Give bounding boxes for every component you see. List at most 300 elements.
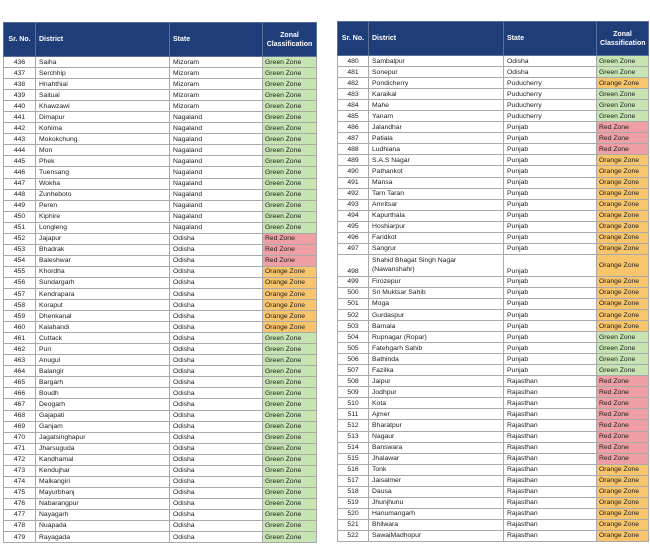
cell-zonal-classification: Green Zone (263, 532, 317, 543)
cell-sr-no: 486 (338, 122, 369, 133)
table-row (4, 266, 317, 277)
cell-state: Odisha (170, 311, 263, 322)
cell-district: Tuensang (36, 167, 170, 178)
table-row (338, 409, 649, 420)
table-row (338, 365, 649, 376)
cell-sr-no: 444 (4, 145, 36, 156)
header-zonal-classification: Zonal Classification (263, 23, 317, 57)
table-row (4, 355, 317, 366)
cell-sr-no: 522 (338, 530, 369, 541)
table-row (338, 420, 649, 431)
cell-zonal-classification: Green Zone (263, 68, 317, 79)
cell-zonal-classification: Green Zone (263, 454, 317, 465)
table-row (4, 288, 317, 299)
table-row (4, 101, 317, 112)
cell-zonal-classification: Green Zone (263, 222, 317, 233)
cell-sr-no: 491 (338, 177, 369, 188)
table-body-right (338, 56, 649, 542)
header-sr-no: Sr. No. (338, 22, 369, 56)
cell-sr-no: 467 (4, 399, 36, 410)
cell-zonal-classification: Green Zone (263, 399, 317, 410)
cell-state: Punjab (504, 354, 597, 365)
cell-state: Punjab (504, 166, 597, 177)
cell-state: Punjab (504, 188, 597, 199)
cell-zonal-classification: Green Zone (263, 189, 317, 200)
cell-zonal-classification: Green Zone (597, 56, 649, 67)
cell-zonal-classification: Orange Zone (597, 188, 649, 199)
cell-district: Kendrapara (36, 288, 170, 299)
table-row (4, 277, 317, 288)
cell-state: Nagaland (170, 222, 263, 233)
cell-zonal-classification: Orange Zone (597, 177, 649, 188)
table-row (338, 321, 649, 332)
table-row (4, 388, 317, 399)
table-row (4, 465, 317, 476)
cell-zonal-classification: Red Zone (597, 144, 649, 155)
table-row (4, 322, 317, 333)
table-row (4, 509, 317, 520)
cell-zonal-classification: Green Zone (263, 200, 317, 211)
cell-district: Nuapada (36, 520, 170, 531)
cell-sr-no: 517 (338, 475, 369, 486)
cell-district: Khawzawl (36, 101, 170, 112)
cell-zonal-classification: Orange Zone (597, 508, 649, 519)
cell-district: Banswara (369, 442, 504, 453)
header-state: State (504, 22, 597, 56)
cell-sr-no: 448 (4, 189, 36, 200)
cell-zonal-classification: Orange Zone (597, 78, 649, 89)
cell-district: Jaipur (369, 376, 504, 387)
cell-state: Odisha (504, 67, 597, 78)
cell-state: Nagaland (170, 167, 263, 178)
cell-sr-no: 458 (4, 300, 36, 311)
cell-zonal-classification: Orange Zone (597, 497, 649, 508)
table-row (338, 243, 649, 254)
cell-state: Rajasthan (504, 442, 597, 453)
table-body-left (4, 57, 317, 543)
table-row (4, 520, 317, 531)
cell-sr-no: 520 (338, 508, 369, 519)
table-row (4, 112, 317, 123)
table-row (4, 421, 317, 432)
cell-district: Mansa (369, 177, 504, 188)
cell-zonal-classification: Orange Zone (263, 300, 317, 311)
cell-zonal-classification: Green Zone (263, 167, 317, 178)
cell-district: Peren (36, 200, 170, 211)
cell-state: Mizoram (170, 68, 263, 79)
table-row (4, 255, 317, 266)
cell-sr-no: 446 (4, 167, 36, 178)
table-row (338, 508, 649, 519)
table-row (4, 244, 317, 255)
cell-sr-no: 510 (338, 398, 369, 409)
cell-state: Odisha (170, 509, 263, 520)
cell-state: Punjab (504, 309, 597, 320)
cell-zonal-classification: Green Zone (263, 178, 317, 189)
cell-zonal-classification: Orange Zone (597, 232, 649, 243)
cell-state: Odisha (504, 56, 597, 67)
cell-district: Phek (36, 156, 170, 167)
cell-sr-no: 519 (338, 497, 369, 508)
cell-district: Boudh (36, 388, 170, 399)
cell-district: Tarn Taran (369, 188, 504, 199)
table-row (338, 232, 649, 243)
cell-state: Rajasthan (504, 475, 597, 486)
cell-district: Koraput (36, 300, 170, 311)
cell-zonal-classification: Green Zone (263, 410, 317, 421)
cell-zonal-classification: Green Zone (263, 476, 317, 487)
table-row (338, 309, 649, 320)
cell-state: Punjab (504, 332, 597, 343)
cell-district: Shahid Bhagat Singh Nagar (Nawanshahr) (369, 254, 504, 276)
cell-district: Jhunjhunu (369, 497, 504, 508)
cell-district: Bharatpur (369, 420, 504, 431)
cell-district: Hnahthial (36, 79, 170, 90)
cell-district: Deogarh (36, 399, 170, 410)
table-row (338, 530, 649, 541)
cell-district: Sundargarh (36, 277, 170, 288)
cell-sr-no: 505 (338, 343, 369, 354)
cell-district: Kiphire (36, 211, 170, 222)
cell-state: Odisha (170, 421, 263, 432)
table-row (338, 56, 649, 67)
cell-state: Puducherry (504, 100, 597, 111)
table-row (4, 79, 317, 90)
cell-sr-no: 436 (4, 57, 36, 68)
table-row (338, 442, 649, 453)
cell-state: Odisha (170, 443, 263, 454)
cell-sr-no: 516 (338, 464, 369, 475)
table-row (338, 111, 649, 122)
cell-state: Punjab (504, 177, 597, 188)
cell-zonal-classification: Green Zone (263, 156, 317, 167)
cell-zonal-classification: Green Zone (263, 90, 317, 101)
cell-zonal-classification: Red Zone (597, 122, 649, 133)
cell-zonal-classification: Green Zone (263, 101, 317, 112)
table-row (338, 78, 649, 89)
cell-zonal-classification: Red Zone (597, 387, 649, 398)
cell-sr-no: 443 (4, 134, 36, 145)
cell-zonal-classification: Red Zone (597, 398, 649, 409)
cell-sr-no: 439 (4, 90, 36, 101)
cell-zonal-classification: Green Zone (263, 377, 317, 388)
cell-state: Odisha (170, 333, 263, 344)
cell-state: Nagaland (170, 211, 263, 222)
cell-sr-no: 512 (338, 420, 369, 431)
cell-state: Odisha (170, 344, 263, 355)
cell-district: Dausa (369, 486, 504, 497)
cell-state: Rajasthan (504, 420, 597, 431)
cell-sr-no: 453 (4, 244, 36, 255)
cell-state: Punjab (504, 321, 597, 332)
cell-state: Punjab (504, 254, 597, 276)
cell-district: Fazilka (369, 365, 504, 376)
cell-sr-no: 462 (4, 344, 36, 355)
cell-state: Odisha (170, 244, 263, 255)
cell-sr-no: 466 (4, 388, 36, 399)
cell-state: Odisha (170, 366, 263, 377)
table-row (338, 67, 649, 78)
cell-district: Tonk (369, 464, 504, 475)
cell-district: Yanam (369, 111, 504, 122)
table-row (338, 519, 649, 530)
cell-zonal-classification: Orange Zone (597, 243, 649, 254)
cell-zonal-classification: Red Zone (263, 244, 317, 255)
table-row (338, 122, 649, 133)
cell-district: Anugul (36, 355, 170, 366)
table-row (338, 354, 649, 365)
header-district: District (369, 22, 504, 56)
cell-sr-no: 497 (338, 243, 369, 254)
cell-sr-no: 473 (4, 465, 36, 476)
cell-zonal-classification: Green Zone (263, 123, 317, 134)
table-row (338, 188, 649, 199)
cell-sr-no: 451 (4, 222, 36, 233)
district-zone-table-left (3, 22, 317, 543)
cell-sr-no: 470 (4, 432, 36, 443)
cell-district: Pathankot (369, 166, 504, 177)
cell-district: Saiha (36, 57, 170, 68)
table-row (338, 287, 649, 298)
cell-state: Puducherry (504, 78, 597, 89)
table-row (4, 90, 317, 101)
cell-district: Zunheboto (36, 189, 170, 200)
cell-sr-no: 445 (4, 156, 36, 167)
cell-district: Mayurbhanj (36, 487, 170, 498)
cell-zonal-classification: Green Zone (263, 487, 317, 498)
cell-zonal-classification: Green Zone (263, 498, 317, 509)
cell-district: Kendujhar (36, 465, 170, 476)
cell-zonal-classification: Green Zone (263, 388, 317, 399)
cell-zonal-classification: Green Zone (263, 333, 317, 344)
table-row (4, 68, 317, 79)
cell-district: Karaikal (369, 89, 504, 100)
cell-state: Nagaland (170, 189, 263, 200)
table-row (338, 431, 649, 442)
table-row (338, 221, 649, 232)
table-row (4, 123, 317, 134)
cell-district: Firozepur (369, 276, 504, 287)
cell-zonal-classification: Green Zone (263, 509, 317, 520)
cell-state: Nagaland (170, 145, 263, 156)
cell-zonal-classification: Green Zone (597, 67, 649, 78)
cell-state: Odisha (170, 476, 263, 487)
cell-sr-no: 461 (4, 333, 36, 344)
cell-sr-no: 457 (4, 288, 36, 299)
cell-state: Mizoram (170, 79, 263, 90)
cell-district: Malkangiri (36, 476, 170, 487)
table-row (338, 387, 649, 398)
cell-sr-no: 478 (4, 520, 36, 531)
cell-zonal-classification: Orange Zone (597, 530, 649, 541)
cell-district: Barnala (369, 321, 504, 332)
cell-state: Punjab (504, 133, 597, 144)
cell-district: Jodhpur (369, 387, 504, 398)
cell-state: Odisha (170, 399, 263, 410)
table-header-row (4, 23, 317, 57)
cell-zonal-classification: Orange Zone (263, 266, 317, 277)
cell-sr-no: 485 (338, 111, 369, 122)
cell-sr-no: 492 (338, 188, 369, 199)
cell-zonal-classification: Green Zone (597, 343, 649, 354)
cell-sr-no: 503 (338, 321, 369, 332)
table-row (4, 476, 317, 487)
table-row (4, 311, 317, 322)
cell-sr-no: 479 (4, 532, 36, 543)
cell-sr-no: 514 (338, 442, 369, 453)
cell-sr-no: 493 (338, 199, 369, 210)
cell-state: Rajasthan (504, 376, 597, 387)
cell-district: Hoshiarpur (369, 221, 504, 232)
cell-district: Jhalawar (369, 453, 504, 464)
cell-zonal-classification: Orange Zone (597, 519, 649, 530)
cell-sr-no: 484 (338, 100, 369, 111)
cell-state: Puducherry (504, 89, 597, 100)
cell-district: Baleshwar (36, 255, 170, 266)
cell-sr-no: 471 (4, 443, 36, 454)
cell-sr-no: 475 (4, 487, 36, 498)
cell-sr-no: 456 (4, 277, 36, 288)
cell-zonal-classification: Orange Zone (263, 277, 317, 288)
table-row (338, 486, 649, 497)
cell-state: Odisha (170, 288, 263, 299)
table-header-row (338, 22, 649, 56)
cell-zonal-classification: Orange Zone (597, 464, 649, 475)
cell-district: Jharsuguda (36, 443, 170, 454)
table-row (338, 133, 649, 144)
cell-district: Bhilwara (369, 519, 504, 530)
header-district: District (36, 23, 170, 57)
cell-sr-no: 476 (4, 498, 36, 509)
cell-state: Odisha (170, 233, 263, 244)
cell-district: Patiala (369, 133, 504, 144)
cell-sr-no: 437 (4, 68, 36, 79)
cell-zonal-classification: Red Zone (597, 442, 649, 453)
cell-state: Nagaland (170, 112, 263, 123)
table-row (4, 399, 317, 410)
cell-district: Jagatsinghapur (36, 432, 170, 443)
cell-sr-no: 495 (338, 221, 369, 232)
cell-sr-no: 501 (338, 298, 369, 309)
cell-sr-no: 464 (4, 366, 36, 377)
cell-state: Rajasthan (504, 486, 597, 497)
cell-zonal-classification: Red Zone (597, 133, 649, 144)
table-row (338, 89, 649, 100)
cell-district: Mokokchung (36, 134, 170, 145)
cell-sr-no: 460 (4, 322, 36, 333)
cell-state: Punjab (504, 210, 597, 221)
cell-zonal-classification: Orange Zone (597, 309, 649, 320)
table-row (338, 210, 649, 221)
cell-state: Rajasthan (504, 508, 597, 519)
cell-state: Mizoram (170, 57, 263, 68)
table-row (4, 454, 317, 465)
cell-district: Ganjam (36, 421, 170, 432)
table-row (4, 57, 317, 68)
cell-state: Rajasthan (504, 464, 597, 475)
table-row (338, 100, 649, 111)
cell-state: Odisha (170, 322, 263, 333)
header-sr-no: Sr. No. (4, 23, 36, 57)
cell-sr-no: 500 (338, 287, 369, 298)
cell-sr-no: 452 (4, 233, 36, 244)
cell-state: Odisha (170, 532, 263, 543)
cell-district: Bargarh (36, 377, 170, 388)
cell-state: Odisha (170, 388, 263, 399)
cell-sr-no: 507 (338, 365, 369, 376)
cell-sr-no: 438 (4, 79, 36, 90)
cell-state: Punjab (504, 232, 597, 243)
table-row (4, 189, 317, 200)
cell-state: Rajasthan (504, 530, 597, 541)
cell-sr-no: 463 (4, 355, 36, 366)
cell-zonal-classification: Green Zone (263, 366, 317, 377)
cell-zonal-classification: Orange Zone (597, 321, 649, 332)
cell-state: Rajasthan (504, 497, 597, 508)
cell-sr-no: 498 (338, 254, 369, 276)
cell-sr-no: 477 (4, 509, 36, 520)
cell-state: Rajasthan (504, 453, 597, 464)
cell-zonal-classification: Green Zone (263, 145, 317, 156)
cell-district: Kohima (36, 123, 170, 134)
cell-district: Jalandhar (369, 122, 504, 133)
cell-zonal-classification: Orange Zone (263, 322, 317, 333)
cell-district: Dhenkanal (36, 311, 170, 322)
table-row (338, 398, 649, 409)
cell-sr-no: 482 (338, 78, 369, 89)
cell-sr-no: 521 (338, 519, 369, 530)
cell-district: Ajmer (369, 409, 504, 420)
table-row (4, 432, 317, 443)
cell-sr-no: 450 (4, 211, 36, 222)
cell-sr-no: 440 (4, 101, 36, 112)
cell-state: Odisha (170, 410, 263, 421)
cell-zonal-classification: Orange Zone (597, 166, 649, 177)
table-row (4, 366, 317, 377)
cell-state: Punjab (504, 298, 597, 309)
table-row (338, 298, 649, 309)
cell-zonal-classification: Green Zone (597, 89, 649, 100)
cell-sr-no: 489 (338, 155, 369, 166)
cell-state: Punjab (504, 122, 597, 133)
cell-zonal-classification: Green Zone (597, 100, 649, 111)
table-row (4, 410, 317, 421)
cell-zonal-classification: Red Zone (597, 409, 649, 420)
cell-district: Wokha (36, 178, 170, 189)
cell-state: Rajasthan (504, 387, 597, 398)
cell-state: Nagaland (170, 200, 263, 211)
cell-sr-no: 474 (4, 476, 36, 487)
cell-district: Hanumangarh (369, 508, 504, 519)
cell-district: Gurdaspur (369, 309, 504, 320)
cell-zonal-classification: Orange Zone (263, 311, 317, 322)
table-row (4, 145, 317, 156)
table-row (4, 156, 317, 167)
cell-sr-no: 483 (338, 89, 369, 100)
district-zone-table-right (337, 21, 649, 542)
cell-zonal-classification: Green Zone (597, 365, 649, 376)
table-row (4, 222, 317, 233)
cell-state: Puducherry (504, 111, 597, 122)
cell-district: Sonepur (369, 67, 504, 78)
cell-zonal-classification: Green Zone (597, 111, 649, 122)
cell-sr-no: 455 (4, 266, 36, 277)
table-row (338, 453, 649, 464)
table-row (4, 487, 317, 498)
cell-zonal-classification: Green Zone (263, 344, 317, 355)
cell-district: Kapurthala (369, 210, 504, 221)
cell-sr-no: 449 (4, 200, 36, 211)
